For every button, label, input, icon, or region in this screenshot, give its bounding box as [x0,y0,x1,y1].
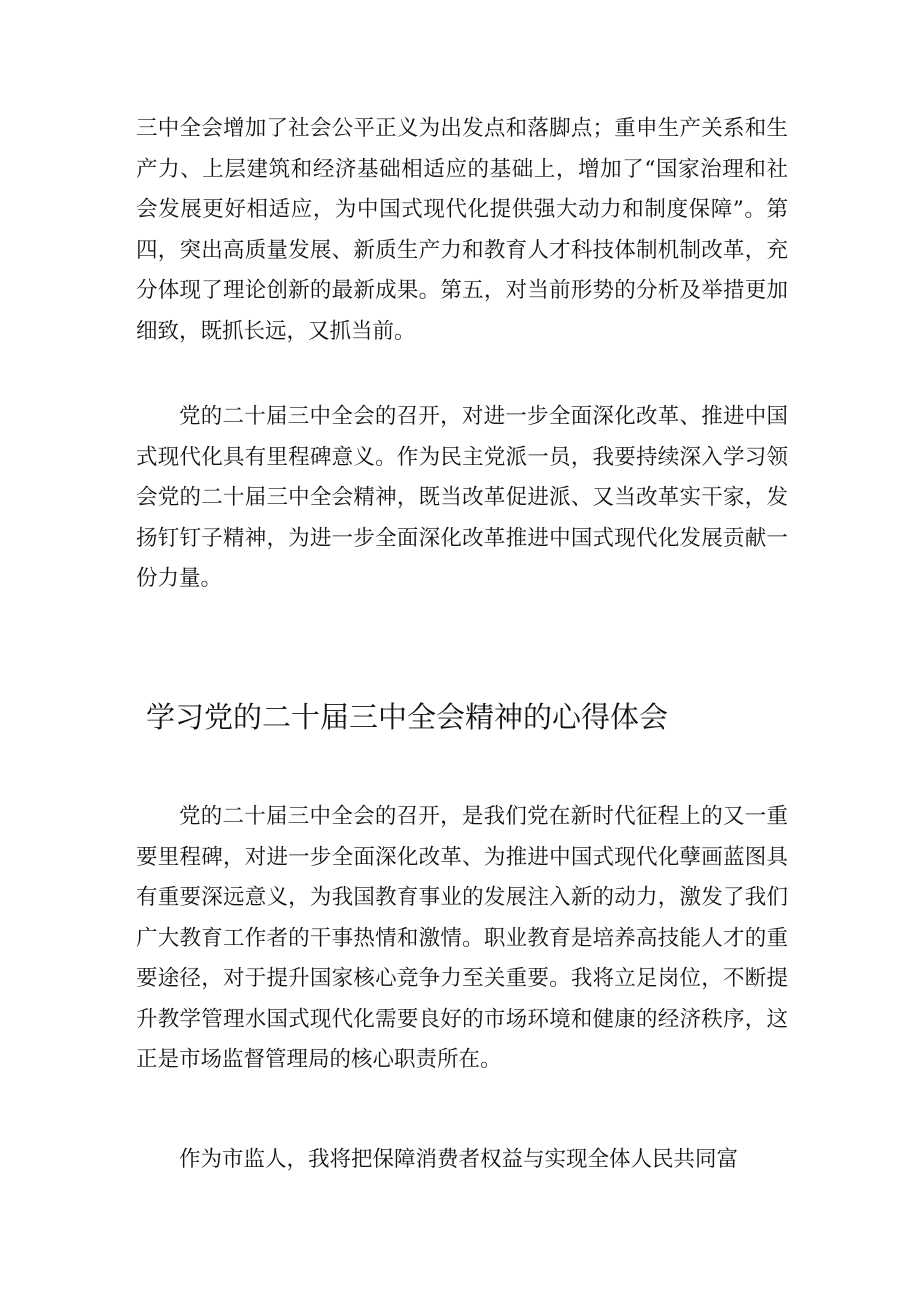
paragraph-continued: 三中全会增加了社会公平正义为出发点和落脚点；重申生产关系和生产力、上层建筑和经济基础相适应的基础上，增加了“国家治理和社会发展更好相适应，为中国式现代化提供强大动力和制度保障”。第四，突出高质量发展、新质生产力和教育人才科技体制机制改革，充分体现了理论创新的最新成果。第五，对当前形势的分析及举措更加细致，既抓长远，又抓当前。 [136,116,788,344]
paragraph: 党的二十届三中全会的召开，对进一步全面深化改革、推进中国式现代化具有里程碑意义。作为民主党派一员，我要持续深入学习领会党的二十届三中全会精神，既当改革促进派、又当改革实干家，发扬钉钉子精神，为进一步全面深化改革推进中国式现代化发展贡献一份力量。 [136,404,788,591]
paragraph: 党的二十届三中全会的召开，是我们党在新时代征程上的又一重要里程碑，对进一步全面深化改革、为推进中国式现代化孽画蓝图具有重要深远意义，为我国教育事业的发展注入新的动力，激发了我们广大教育工作者的干事热情和激情。职业教育是培养高技能人才的重要途径，对于提升国家核心竞争力至关重要。我将立足岗位，不断提升教学管理水国式现代化需要良好的市场环境和健康的经济秩序，这正是市场监督管理局的核心职责所在。 [136,804,788,1072]
section-title: 学习党的二十届三中全会精神的心得体会 [146,700,669,734]
paragraph: 作为市监人，我将把保障消费者权益与实现全体人民共同富 [179,1147,739,1172]
